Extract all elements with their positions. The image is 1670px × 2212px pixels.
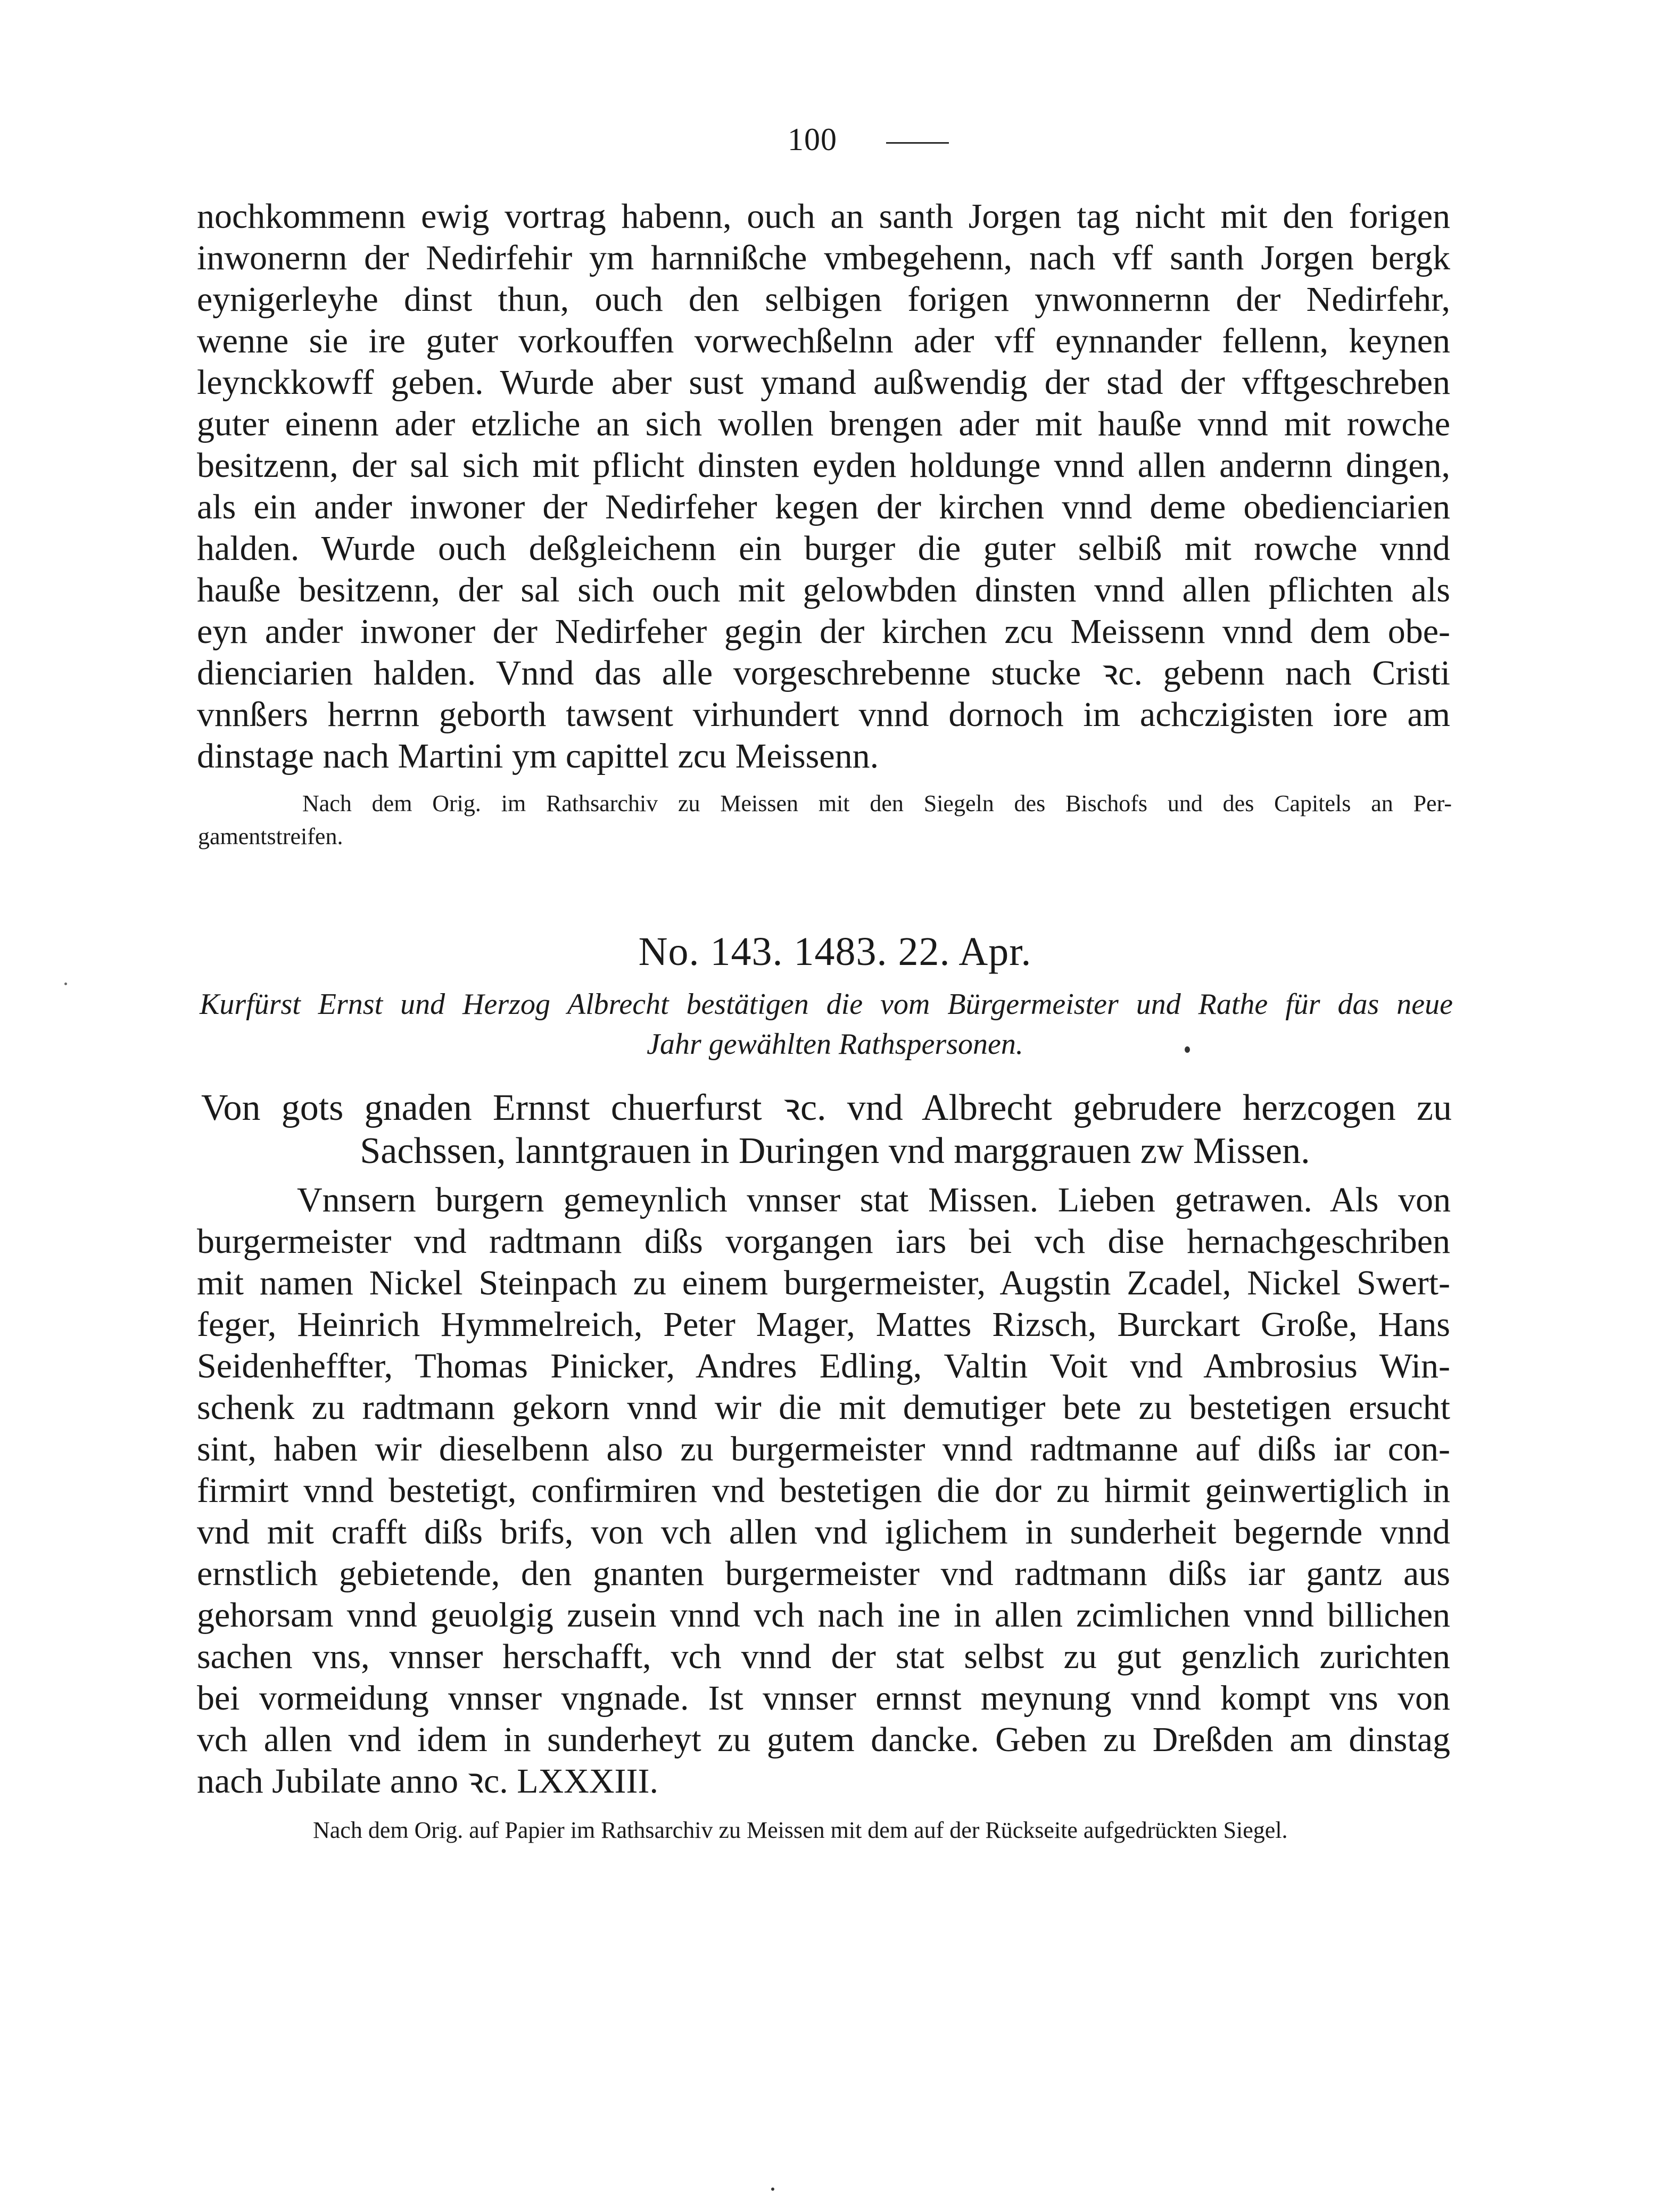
text-line: besitzenn, der sal sich mit pflicht dinsten eyden holdunge vnnd allen andernn dingen, — [197, 446, 1450, 485]
speck-mark — [771, 2188, 774, 2191]
text-line: burgermeister vnd radtmann dißs vorgangen iars bei vch dise hernachgeschriben — [197, 1222, 1450, 1261]
text-line: vnd mit crafft dißs brifs, von vch allen vnd iglichem in sunderheit begernde vnnd — [197, 1513, 1450, 1551]
text-line: bei vormeidung vnnser vngnade. Ist vnnser ernnst meynung vnnd kompt vns von — [197, 1679, 1450, 1718]
text-line: vch allen vnd idem in sunderheyt zu gutem dancke. Geben zu Dreßden am dinstag — [197, 1720, 1450, 1759]
speck-mark — [64, 983, 67, 985]
text-line: guter einenn ader etzliche an sich wollen brengen ader mit hauße vnnd mit rowche — [197, 405, 1450, 443]
text-line: nach Jubilate anno ꝛc. LXXXIII. — [197, 1762, 658, 1801]
text-line: eyn ander inwoner der Nedirfeher gegin der kirchen zcu Meissenn vnnd dem obe- — [197, 612, 1450, 651]
text-line: Vnnsern burgern gemeynlich vnnser stat Missen. Lieben getrawen. Als von — [297, 1181, 1451, 1219]
text-line: Seidenheffter, Thomas Pinicker, Andres Edling, Valtin Voit vnd Ambrosius Win- — [197, 1347, 1450, 1385]
text-line: inwonernn der Nedirfehir ym harnnißche vmbegehenn, nach vff santh Jorgen bergk — [197, 238, 1450, 277]
text-line: als ein ander inwoner der Nedirfeher kegen der kirchen vnnd deme obedienciarien — [197, 488, 1450, 526]
text-line: nochkommenn ewig vortrag habenn, ouch an santh Jorgen tag nicht mit den forigen — [197, 197, 1450, 236]
page-number: 100 — [788, 122, 837, 157]
regest-line: Jahr gewählten Rathspersonen. — [647, 1028, 1023, 1061]
text-line: vnnßers herrnn geborth tawsent virhundert vnnd dornoch im achczigisten iore am — [197, 695, 1450, 734]
text-line: mit namen Nickel Steinpach zu einem burgermeister, Augstin Zcadel, Nickel Swert- — [197, 1264, 1450, 1302]
document-heading: No. 143. 1483. 22. Apr. — [638, 929, 1032, 974]
text-line: gehorsam vnnd geuolgig zusein vnnd vch nach ine in allen zcimlichen vnnd billichen — [197, 1596, 1450, 1635]
text-line: ernstlich gebietende, den gnanten burgermeister vnd radtmann dißs iar gantz aus — [197, 1554, 1450, 1593]
text-line: halden. Wurde ouch deßgleichenn ein burger die guter selbiß mit rowche vnnd — [197, 529, 1450, 568]
text-line: dinstage nach Martini ym capittel zcu Meissenn. — [197, 737, 879, 775]
intitulatio-line: Sachssen, lanntgrauen in Duringen vnd marggrauen zw Missen. — [360, 1130, 1310, 1171]
regest-line: Kurfürst Ernst und Herzog Albrecht bestätigen die vom Bürgermeister und Rathe für das neue — [200, 988, 1453, 1021]
source-note: Nach dem Orig. auf Papier im Rathsarchiv zu Meissen mit dem auf der Rückseite aufgedrückten Siegel. — [313, 1817, 1288, 1843]
page-number-dash — [886, 142, 949, 144]
text-line: wenne sie ire guter vorkouffen vorwechßelnn ader vff eynnander fellenn, keynen — [197, 321, 1450, 360]
note-line: gamentstreifen. — [198, 823, 343, 849]
text-line: dienciarien halden. Vnnd das alle vorgeschrebenne stucke ꝛc. gebenn nach Cristi — [197, 654, 1450, 692]
text-line: eynigerleyhe dinst thun, ouch den selbigen forigen ynwonnernn der Nedirfehr, — [197, 280, 1450, 319]
intitulatio-line: Von gots gnaden Ernnst chuerfurst ꝛc. vnd Albrecht gebrudere herzcogen zu — [201, 1087, 1452, 1128]
text-line: hauße besitzenn, der sal sich ouch mit gelowbden dinsten vnnd allen pflichten als — [197, 571, 1450, 609]
text-line: firmirt vnnd bestetigt, confirmiren vnd bestetigen die dor zu hirmit geinwertiglich in — [197, 1471, 1450, 1510]
text-line: sint, haben wir dieselbenn also zu burgermeister vnnd radtmanne auf dißs iar con- — [197, 1430, 1450, 1468]
text-line: leynckkowff geben. Wurde aber sust ymand außwendig der stad der vfftgeschreben — [197, 363, 1450, 402]
text-line: sachen vns, vnnser herschafft, vch vnnd der stat selbst zu gut genzlich zurichten — [197, 1637, 1450, 1676]
text-line: feger, Heinrich Hymmelreich, Peter Mager, Mattes Rizsch, Burckart Große, Hans — [197, 1305, 1450, 1344]
text-line: schenk zu radtmann gekorn vnnd wir die mit demutiger bete zu bestetigen ersucht — [197, 1388, 1450, 1427]
note-line: Nach dem Orig. im Rathsarchiv zu Meissen mit den Siegeln des Bischofs und des Capitels an Per- — [302, 790, 1452, 816]
speck-mark — [1185, 1046, 1190, 1053]
